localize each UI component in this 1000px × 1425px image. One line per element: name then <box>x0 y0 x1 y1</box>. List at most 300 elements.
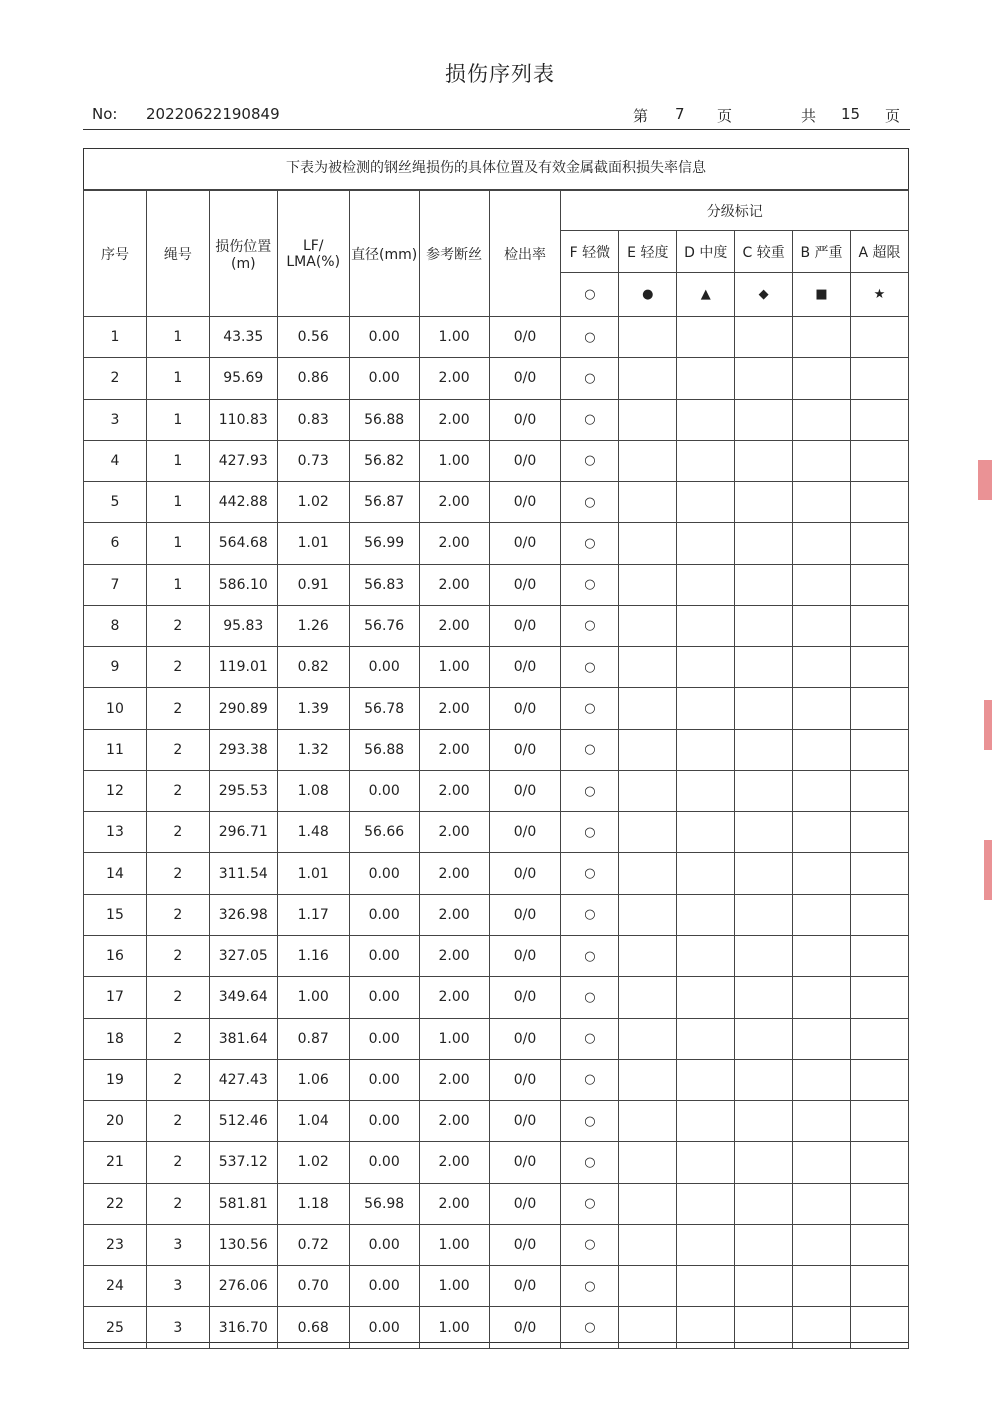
grade-cell <box>793 977 851 1018</box>
cell-lf: 1.02 <box>277 482 349 523</box>
grade-cell <box>850 317 908 358</box>
grade-cell <box>677 564 735 605</box>
grade-cell <box>677 482 735 523</box>
cell-diameter: 56.83 <box>349 564 419 605</box>
cell-ref-break: 2.00 <box>419 399 489 440</box>
grade-cell <box>619 1307 677 1348</box>
grade-cell <box>735 894 793 935</box>
cell-rope: 2 <box>146 1183 209 1224</box>
grade-cell <box>677 935 735 976</box>
diamond-icon: ◆ <box>735 273 793 317</box>
cell-detect-rate: 0/0 <box>489 564 561 605</box>
cell-ref-break: 2.00 <box>419 812 489 853</box>
grade-cell <box>850 1142 908 1183</box>
filled-circle-icon: ● <box>619 273 677 317</box>
table-row <box>84 564 909 605</box>
grade-cell <box>735 935 793 976</box>
cell-ref-break: 1.00 <box>419 1307 489 1348</box>
grade-cell <box>735 729 793 770</box>
grade-cell <box>793 935 851 976</box>
cell-seq: 19 <box>84 1059 147 1100</box>
cell-diameter: 0.00 <box>349 1101 419 1142</box>
cell-lf: 0.73 <box>277 440 349 481</box>
grade-cell <box>850 1224 908 1265</box>
grade-cell <box>850 812 908 853</box>
cell-position: 276.06 <box>209 1266 277 1307</box>
cell-ref-break: 2.00 <box>419 523 489 564</box>
grade-a-label: A 超限 <box>850 231 908 273</box>
triangle-icon: ▲ <box>677 273 735 317</box>
table-row <box>84 729 909 770</box>
page-gong: 共 <box>801 107 817 125</box>
cell-rope: 2 <box>146 647 209 688</box>
cell-lf: 1.18 <box>277 1183 349 1224</box>
cell-detect-rate: 0/0 <box>489 729 561 770</box>
cell-diameter: 0.00 <box>349 1018 419 1059</box>
grade-cell <box>735 853 793 894</box>
cell-lf: 1.08 <box>277 770 349 811</box>
cell-detect-rate: 0/0 <box>489 1059 561 1100</box>
cell-rope: 2 <box>146 605 209 646</box>
cell-diameter: 56.99 <box>349 523 419 564</box>
grade-cell <box>735 812 793 853</box>
grade-cell <box>677 812 735 853</box>
cell-seq: 11 <box>84 729 147 770</box>
grade-cell <box>735 564 793 605</box>
cell-lf: 1.01 <box>277 853 349 894</box>
cell-ref-break: 2.00 <box>419 482 489 523</box>
grade-cell <box>619 440 677 481</box>
cell-position: 427.93 <box>209 440 277 481</box>
cell-rope: 2 <box>146 770 209 811</box>
cell-seq: 3 <box>84 399 147 440</box>
page-title: 损伤序列表 <box>445 62 555 86</box>
table-row <box>84 1101 909 1142</box>
grade-cell <box>735 399 793 440</box>
grade-f-circle-icon: ○ <box>561 523 619 564</box>
grade-cell <box>735 1307 793 1348</box>
cell-diameter: 0.00 <box>349 317 419 358</box>
cell-detect-rate: 0/0 <box>489 977 561 1018</box>
cell-ref-break: 2.00 <box>419 1059 489 1100</box>
cell-seq: 5 <box>84 482 147 523</box>
cell-seq: 1 <box>84 317 147 358</box>
grade-cell <box>677 1142 735 1183</box>
grade-cell <box>619 1266 677 1307</box>
grade-cell <box>619 564 677 605</box>
cell-detect-rate: 0/0 <box>489 1307 561 1348</box>
grade-cell <box>619 1018 677 1059</box>
grade-f-circle-icon: ○ <box>561 564 619 605</box>
cell-diameter: 0.00 <box>349 1224 419 1265</box>
grade-cell <box>850 1307 908 1348</box>
grade-cell <box>677 688 735 729</box>
cell-ref-break: 2.00 <box>419 853 489 894</box>
cell-ref-break: 2.00 <box>419 1183 489 1224</box>
report-no-label: No: <box>92 105 118 123</box>
grade-cell <box>850 523 908 564</box>
cell-ref-break: 2.00 <box>419 358 489 399</box>
header-row-1 <box>84 191 909 231</box>
grade-cell <box>619 935 677 976</box>
grade-cell <box>850 853 908 894</box>
cell-detect-rate: 0/0 <box>489 1224 561 1265</box>
cell-position: 512.46 <box>209 1101 277 1142</box>
page-di: 第 <box>633 107 649 125</box>
page-current: 7 <box>675 105 685 123</box>
grade-cell <box>793 1183 851 1224</box>
cell-seq: 10 <box>84 688 147 729</box>
table-row <box>84 1142 909 1183</box>
cell-rope: 2 <box>146 1059 209 1100</box>
cell-position: 564.68 <box>209 523 277 564</box>
grade-f-circle-icon: ○ <box>561 605 619 646</box>
grade-cell <box>619 1224 677 1265</box>
grade-cell <box>619 770 677 811</box>
grade-cell <box>677 317 735 358</box>
cell-position: 581.81 <box>209 1183 277 1224</box>
cell-position: 537.12 <box>209 1142 277 1183</box>
cell-lf: 0.83 <box>277 399 349 440</box>
cell-position: 95.69 <box>209 358 277 399</box>
cell-diameter: 56.82 <box>349 440 419 481</box>
col-header-diameter: 直径(mm) <box>349 191 419 317</box>
cell-diameter: 0.00 <box>349 894 419 935</box>
cell-rope: 1 <box>146 440 209 481</box>
grade-cell <box>793 564 851 605</box>
cell-diameter: 0.00 <box>349 853 419 894</box>
grade-cell <box>793 1142 851 1183</box>
cell-detect-rate: 0/0 <box>489 482 561 523</box>
cell-detect-rate: 0/0 <box>489 1018 561 1059</box>
cell-diameter: 0.00 <box>349 1266 419 1307</box>
grade-cell <box>619 399 677 440</box>
grade-cell <box>619 1059 677 1100</box>
cell-seq: 9 <box>84 647 147 688</box>
grade-cell <box>850 605 908 646</box>
grade-cell <box>793 1266 851 1307</box>
cell-position: 326.98 <box>209 894 277 935</box>
seal-mark <box>984 700 992 750</box>
grade-cell <box>850 688 908 729</box>
cell-detect-rate: 0/0 <box>489 1266 561 1307</box>
grade-cell <box>619 605 677 646</box>
grade-f-circle-icon: ○ <box>561 977 619 1018</box>
cell-seq: 6 <box>84 523 147 564</box>
grade-cell <box>619 523 677 564</box>
grade-cell <box>850 564 908 605</box>
page-ye: 页 <box>717 107 733 125</box>
grade-cell <box>735 1266 793 1307</box>
cell-rope: 2 <box>146 1101 209 1142</box>
grade-cell <box>735 482 793 523</box>
col-header-lf-l2: LMA(%) <box>286 253 341 270</box>
grade-cell <box>735 770 793 811</box>
cell-position: 442.88 <box>209 482 277 523</box>
cell-detect-rate: 0/0 <box>489 399 561 440</box>
grade-cell <box>677 647 735 688</box>
cell-rope: 1 <box>146 564 209 605</box>
grade-cell <box>793 853 851 894</box>
table-row <box>84 399 909 440</box>
cell-lf: 1.02 <box>277 1142 349 1183</box>
grade-cell <box>677 440 735 481</box>
col-header-seq: 序号 <box>84 191 147 317</box>
grade-cell <box>735 1142 793 1183</box>
grade-cell <box>677 605 735 646</box>
grade-f-circle-icon: ○ <box>561 482 619 523</box>
circle-icon: ○ <box>561 273 619 317</box>
cell-detect-rate: 0/0 <box>489 1101 561 1142</box>
page-total: 15 <box>841 105 861 123</box>
grade-e-label: E 轻度 <box>619 231 677 273</box>
cell-diameter: 0.00 <box>349 1142 419 1183</box>
cell-lf: 0.68 <box>277 1307 349 1348</box>
table-row <box>84 1059 909 1100</box>
cell-ref-break: 1.00 <box>419 1018 489 1059</box>
cell-ref-break: 2.00 <box>419 564 489 605</box>
grade-f-circle-icon: ○ <box>561 1101 619 1142</box>
grade-cell <box>850 894 908 935</box>
table-row <box>84 1307 909 1348</box>
cell-lf: 0.91 <box>277 564 349 605</box>
cell-ref-break: 2.00 <box>419 770 489 811</box>
grade-cell <box>677 1101 735 1142</box>
table-row <box>84 977 909 1018</box>
grade-cell <box>677 1266 735 1307</box>
col-header-lf <box>277 191 349 317</box>
cell-lf: 0.70 <box>277 1266 349 1307</box>
cell-position: 119.01 <box>209 647 277 688</box>
square-icon: ■ <box>793 273 851 317</box>
grade-cell <box>677 977 735 1018</box>
cell-position: 381.64 <box>209 1018 277 1059</box>
grade-f-circle-icon: ○ <box>561 812 619 853</box>
grade-cell <box>735 1101 793 1142</box>
col-header-rope: 绳号 <box>146 191 209 317</box>
table-row <box>84 1183 909 1224</box>
grade-cell <box>677 853 735 894</box>
cell-ref-break: 1.00 <box>419 1266 489 1307</box>
cell-seq: 20 <box>84 1101 147 1142</box>
header-divider <box>83 129 910 130</box>
grade-cell <box>735 605 793 646</box>
grade-cell <box>850 1018 908 1059</box>
cell-seq: 21 <box>84 1142 147 1183</box>
cell-detect-rate: 0/0 <box>489 935 561 976</box>
grade-cell <box>850 440 908 481</box>
grade-f-circle-icon: ○ <box>561 1307 619 1348</box>
cell-diameter: 0.00 <box>349 770 419 811</box>
grade-cell <box>793 440 851 481</box>
grade-cell <box>793 523 851 564</box>
cell-lf: 1.01 <box>277 523 349 564</box>
table-row <box>84 358 909 399</box>
cell-position: 295.53 <box>209 770 277 811</box>
grade-cell <box>735 977 793 1018</box>
grade-cell <box>619 977 677 1018</box>
grade-cell <box>619 853 677 894</box>
cell-lf: 0.72 <box>277 1224 349 1265</box>
table-row <box>84 770 909 811</box>
cell-position: 43.35 <box>209 317 277 358</box>
table-caption: 下表为被检测的钢丝绳损伤的具体位置及有效金属截面积损失率信息 <box>83 148 909 190</box>
grade-f-circle-icon: ○ <box>561 1224 619 1265</box>
cell-position: 349.64 <box>209 977 277 1018</box>
cell-rope: 1 <box>146 523 209 564</box>
cell-lf: 0.86 <box>277 358 349 399</box>
grade-cell <box>677 770 735 811</box>
cell-lf: 1.48 <box>277 812 349 853</box>
grade-cell <box>850 399 908 440</box>
table-row <box>84 935 909 976</box>
cell-rope: 1 <box>146 482 209 523</box>
cell-rope: 2 <box>146 894 209 935</box>
table-row <box>84 605 909 646</box>
cell-ref-break: 1.00 <box>419 1224 489 1265</box>
table-row <box>84 1266 909 1307</box>
grade-cell <box>677 358 735 399</box>
grade-cell <box>793 317 851 358</box>
table-row <box>84 688 909 729</box>
cell-ref-break: 2.00 <box>419 1142 489 1183</box>
table-row <box>84 894 909 935</box>
cell-detect-rate: 0/0 <box>489 317 561 358</box>
cell-seq: 23 <box>84 1224 147 1265</box>
grade-cell <box>850 1266 908 1307</box>
cell-position: 130.56 <box>209 1224 277 1265</box>
cell-diameter: 56.98 <box>349 1183 419 1224</box>
cell-rope: 1 <box>146 358 209 399</box>
col-header-detect-rate: 检出率 <box>489 191 561 317</box>
cell-seq: 25 <box>84 1307 147 1348</box>
grade-f-circle-icon: ○ <box>561 317 619 358</box>
cell-lf: 1.04 <box>277 1101 349 1142</box>
table-row <box>84 1224 909 1265</box>
cell-lf: 0.82 <box>277 647 349 688</box>
grade-cell <box>677 1224 735 1265</box>
cell-position: 311.54 <box>209 853 277 894</box>
grade-cell <box>619 317 677 358</box>
cell-ref-break: 2.00 <box>419 894 489 935</box>
grade-cell <box>735 1018 793 1059</box>
grade-cell <box>677 729 735 770</box>
grade-cell <box>793 729 851 770</box>
table-row <box>84 440 909 481</box>
grade-cell <box>619 729 677 770</box>
cell-diameter: 0.00 <box>349 647 419 688</box>
grade-b-label: B 严重 <box>793 231 851 273</box>
col-header-position <box>209 191 277 317</box>
cell-ref-break: 2.00 <box>419 977 489 1018</box>
cell-lf: 1.06 <box>277 1059 349 1100</box>
cell-seq: 12 <box>84 770 147 811</box>
grade-f-label: F 轻微 <box>561 231 619 273</box>
table-row <box>84 523 909 564</box>
grade-f-circle-icon: ○ <box>561 1183 619 1224</box>
cell-rope: 2 <box>146 812 209 853</box>
grade-f-circle-icon: ○ <box>561 1142 619 1183</box>
cell-rope: 2 <box>146 853 209 894</box>
cell-ref-break: 1.00 <box>419 440 489 481</box>
grade-cell <box>619 647 677 688</box>
cell-lf: 0.87 <box>277 1018 349 1059</box>
grade-f-circle-icon: ○ <box>561 853 619 894</box>
grade-cell <box>677 1018 735 1059</box>
grade-cell <box>793 770 851 811</box>
grade-cell <box>735 688 793 729</box>
grade-f-circle-icon: ○ <box>561 894 619 935</box>
grade-cell <box>619 1101 677 1142</box>
cell-diameter: 56.78 <box>349 688 419 729</box>
table-row <box>84 317 909 358</box>
grade-cell <box>735 1059 793 1100</box>
cell-seq: 24 <box>84 1266 147 1307</box>
grade-cell <box>619 482 677 523</box>
cell-detect-rate: 0/0 <box>489 770 561 811</box>
cell-seq: 8 <box>84 605 147 646</box>
grade-f-circle-icon: ○ <box>561 358 619 399</box>
grade-cell <box>793 482 851 523</box>
grade-f-circle-icon: ○ <box>561 647 619 688</box>
cell-ref-break: 2.00 <box>419 1101 489 1142</box>
cell-position: 327.05 <box>209 935 277 976</box>
grade-cell <box>619 812 677 853</box>
report-no-value: 20220622190849 <box>146 105 280 123</box>
grade-cell <box>793 688 851 729</box>
cell-seq: 13 <box>84 812 147 853</box>
cell-position: 293.38 <box>209 729 277 770</box>
cell-position: 110.83 <box>209 399 277 440</box>
grade-cell <box>850 1183 908 1224</box>
grade-cell <box>735 440 793 481</box>
grade-cell <box>850 358 908 399</box>
grade-f-circle-icon: ○ <box>561 688 619 729</box>
col-header-position-l2: (m) <box>230 255 256 272</box>
cell-seq: 17 <box>84 977 147 1018</box>
cell-rope: 2 <box>146 688 209 729</box>
cell-diameter: 56.87 <box>349 482 419 523</box>
grade-cell <box>619 688 677 729</box>
grade-c-label: C 较重 <box>735 231 793 273</box>
cell-lf: 1.26 <box>277 605 349 646</box>
cell-diameter: 0.00 <box>349 977 419 1018</box>
cell-ref-break: 1.00 <box>419 647 489 688</box>
grade-cell <box>735 523 793 564</box>
grade-cell <box>850 1101 908 1142</box>
cell-seq: 15 <box>84 894 147 935</box>
cell-seq: 14 <box>84 853 147 894</box>
grade-cell <box>677 1183 735 1224</box>
cell-detect-rate: 0/0 <box>489 1142 561 1183</box>
cell-detect-rate: 0/0 <box>489 440 561 481</box>
page-ye-2: 页 <box>885 107 901 125</box>
cell-position: 586.10 <box>209 564 277 605</box>
cell-ref-break: 1.00 <box>419 317 489 358</box>
cell-seq: 18 <box>84 1018 147 1059</box>
col-header-grade-group: 分级标记 <box>561 191 909 231</box>
grade-cell <box>735 1183 793 1224</box>
cell-rope: 2 <box>146 1142 209 1183</box>
grade-cell <box>850 935 908 976</box>
cell-seq: 7 <box>84 564 147 605</box>
cell-detect-rate: 0/0 <box>489 812 561 853</box>
seal-mark <box>984 840 992 900</box>
cell-detect-rate: 0/0 <box>489 523 561 564</box>
cell-diameter: 0.00 <box>349 1059 419 1100</box>
grade-cell <box>850 977 908 1018</box>
cell-detect-rate: 0/0 <box>489 1183 561 1224</box>
